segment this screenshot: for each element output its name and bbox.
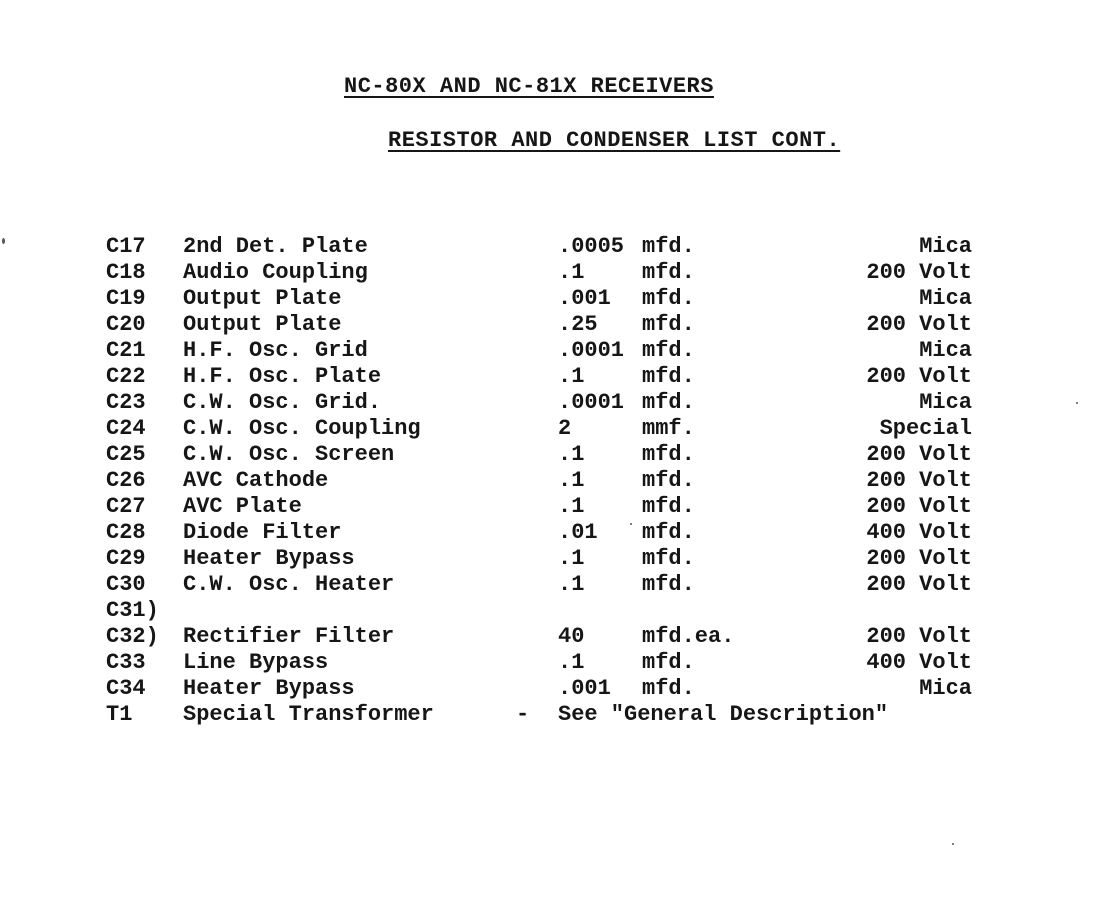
part-row [106, 234, 1006, 260]
scan-speck [952, 843, 954, 845]
part-rating: 200 Volt [866, 468, 972, 493]
part-unit: mfd. [642, 364, 695, 389]
part-ref: C18 [106, 260, 146, 285]
part-description: Rectifier Filter [183, 624, 395, 649]
part-description: C.W. Osc. Heater [183, 572, 395, 597]
part-description: Heater Bypass [183, 546, 355, 571]
part-rating: Mica [919, 234, 972, 259]
part-row [106, 338, 1006, 364]
part-unit: mfd. [642, 520, 695, 545]
part-rating: 200 Volt [866, 572, 972, 597]
transformer-row [106, 702, 1006, 728]
part-ref: C25 [106, 442, 146, 467]
page-title: NC-80X AND NC-81X RECEIVERS [344, 74, 714, 99]
part-description: AVC Plate [183, 494, 302, 519]
part-ref: C28 [106, 520, 146, 545]
part-rating: 200 Volt [866, 624, 972, 649]
dash-separator: - [516, 702, 530, 727]
part-unit: mfd. [642, 494, 695, 519]
part-unit: mfd. [642, 234, 695, 259]
scan-speck [630, 523, 632, 525]
part-unit: mmf. [642, 416, 695, 441]
part-row [106, 520, 1006, 546]
part-value: .0001 [558, 390, 625, 415]
part-unit: mfd. [642, 676, 695, 701]
scan-speck [2, 238, 5, 244]
part-rating: 200 Volt [866, 442, 972, 467]
part-unit: mfd. [642, 338, 695, 363]
part-description: AVC Cathode [183, 468, 329, 493]
part-description: Heater Bypass [183, 676, 355, 701]
part-ref: C20 [106, 312, 146, 337]
part-value: .1 [558, 572, 585, 597]
part-rating: Mica [919, 338, 972, 363]
page-subtitle: RESISTOR AND CONDENSER LIST CONT. [388, 128, 841, 153]
part-ref: C31) [106, 598, 159, 623]
parts-list [106, 234, 1006, 728]
part-rating: 200 Volt [866, 260, 972, 285]
part-description: Special Transformer [183, 702, 434, 727]
part-value: .1 [558, 260, 585, 285]
part-row [106, 416, 1006, 442]
part-description: Line Bypass [183, 650, 329, 675]
part-row [106, 442, 1006, 468]
part-ref: T1 [106, 702, 133, 727]
part-description: Output Plate [183, 286, 342, 311]
part-row [106, 676, 1006, 702]
part-unit: mfd.ea. [642, 624, 735, 649]
part-ref: C29 [106, 546, 146, 571]
part-ref: C26 [106, 468, 146, 493]
part-description: C.W. Osc. Grid. [183, 390, 382, 415]
part-ref: C17 [106, 234, 146, 259]
part-row [106, 312, 1006, 338]
part-rating: 200 Volt [866, 494, 972, 519]
part-row [106, 260, 1006, 286]
part-unit: mfd. [642, 468, 695, 493]
part-row [106, 598, 1006, 624]
part-value: .001 [558, 676, 611, 701]
part-value: .25 [558, 312, 598, 337]
part-description: H.F. Osc. Grid [183, 338, 368, 363]
part-value: .1 [558, 494, 585, 519]
part-value: .001 [558, 286, 611, 311]
transformer-note: See "General Description" [558, 702, 889, 727]
part-rating: Special [879, 416, 972, 441]
part-rating: Mica [919, 286, 972, 311]
part-rating: Mica [919, 390, 972, 415]
part-value: .1 [558, 546, 585, 571]
part-unit: mfd. [642, 442, 695, 467]
part-description: Audio Coupling [183, 260, 368, 285]
part-description: H.F. Osc. Plate [183, 364, 382, 389]
part-unit: mfd. [642, 260, 695, 285]
part-value: 2 [558, 416, 572, 441]
part-rating: 400 Volt [866, 650, 972, 675]
part-unit: mfd. [642, 572, 695, 597]
part-row [106, 572, 1006, 598]
part-row [106, 286, 1006, 312]
part-rating: 400 Volt [866, 520, 972, 545]
part-row [106, 546, 1006, 572]
part-ref: C19 [106, 286, 146, 311]
part-row [106, 624, 1006, 650]
part-value: .0001 [558, 338, 625, 363]
part-value: .1 [558, 364, 585, 389]
part-unit: mfd. [642, 546, 695, 571]
part-ref: C24 [106, 416, 146, 441]
part-description: C.W. Osc. Screen [183, 442, 395, 467]
part-ref: C21 [106, 338, 146, 363]
part-row [106, 364, 1006, 390]
part-ref: C27 [106, 494, 146, 519]
part-value: .1 [558, 650, 585, 675]
part-row [106, 390, 1006, 416]
part-description: Diode Filter [183, 520, 342, 545]
part-ref: C23 [106, 390, 146, 415]
part-ref: C33 [106, 650, 146, 675]
part-unit: mfd. [642, 650, 695, 675]
part-row [106, 650, 1006, 676]
part-rating: Mica [919, 676, 972, 701]
part-unit: mfd. [642, 286, 695, 311]
part-value: .01 [558, 520, 598, 545]
part-ref: C32) [106, 624, 159, 649]
part-ref: C22 [106, 364, 146, 389]
part-value: .1 [558, 442, 585, 467]
part-description: C.W. Osc. Coupling [183, 416, 421, 441]
scan-speck [1076, 402, 1078, 404]
part-row [106, 494, 1006, 520]
part-rating: 200 Volt [866, 364, 972, 389]
part-description: 2nd Det. Plate [183, 234, 368, 259]
part-row [106, 468, 1006, 494]
part-value: .0005 [558, 234, 625, 259]
part-rating: 200 Volt [866, 312, 972, 337]
part-unit: mfd. [642, 390, 695, 415]
part-rating: 200 Volt [866, 546, 972, 571]
part-unit: mfd. [642, 312, 695, 337]
part-value: .1 [558, 468, 585, 493]
part-ref: C30 [106, 572, 146, 597]
part-description: Output Plate [183, 312, 342, 337]
part-ref: C34 [106, 676, 146, 701]
part-value: 40 [558, 624, 585, 649]
